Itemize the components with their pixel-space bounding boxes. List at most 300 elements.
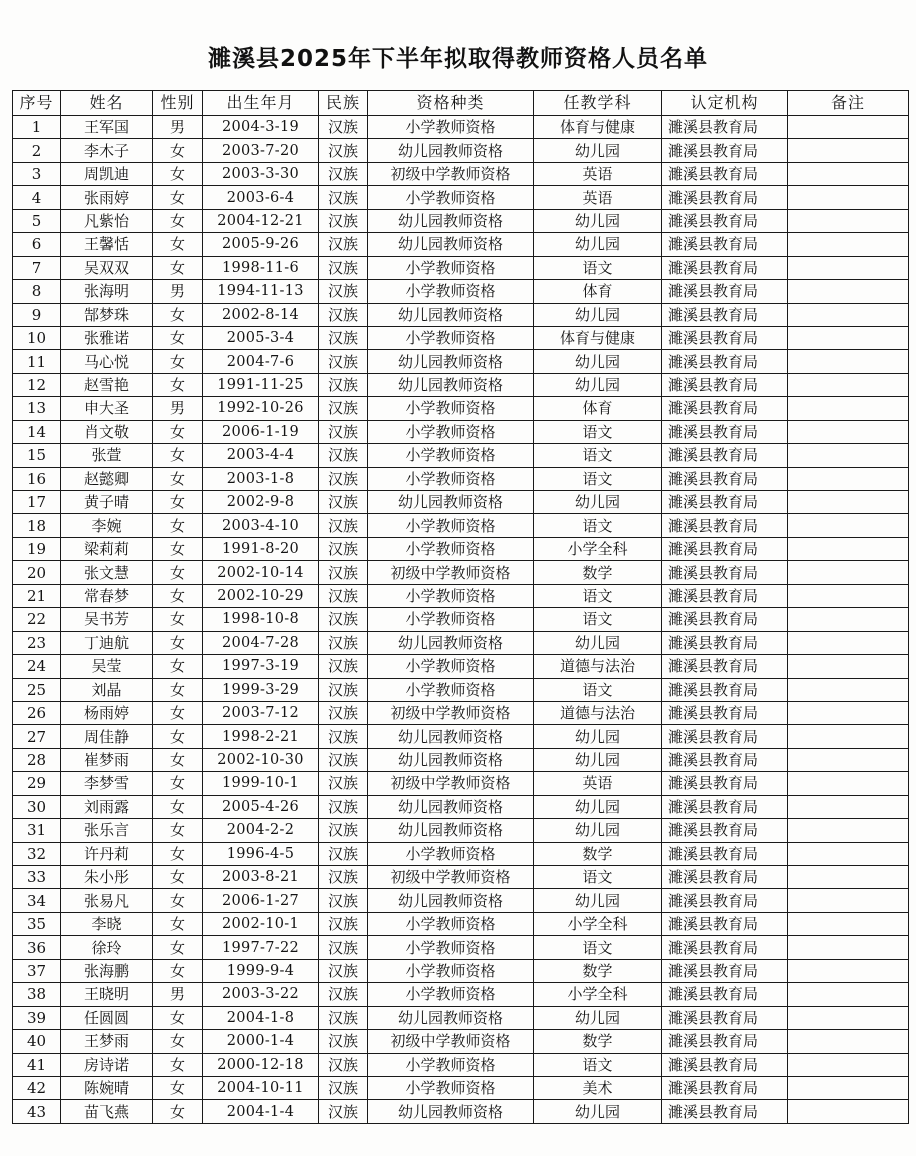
cell-gender: 女 bbox=[153, 162, 203, 185]
cell-gender: 女 bbox=[153, 912, 203, 935]
cell-gender: 女 bbox=[153, 936, 203, 959]
header-qualification-type: 资格种类 bbox=[368, 91, 534, 116]
cell-org: 濉溪县教育局 bbox=[662, 842, 788, 865]
cell-name: 吴双双 bbox=[61, 256, 153, 279]
cell-subject: 幼儿园 bbox=[534, 631, 662, 654]
cell-subject: 数学 bbox=[534, 1030, 662, 1053]
cell-name: 凡紫怡 bbox=[61, 209, 153, 232]
cell-remarks bbox=[788, 608, 909, 631]
table-row bbox=[13, 912, 909, 935]
cell-subject: 幼儿园 bbox=[534, 889, 662, 912]
cell-gender: 女 bbox=[153, 444, 203, 467]
cell-index: 6 bbox=[13, 233, 61, 256]
cell-remarks bbox=[788, 209, 909, 232]
cell-date: 2004-1-4 bbox=[203, 1100, 319, 1123]
cell-index: 7 bbox=[13, 256, 61, 279]
cell-ethnicity: 汉族 bbox=[319, 1006, 368, 1029]
cell-index: 5 bbox=[13, 209, 61, 232]
cell-gender: 女 bbox=[153, 1030, 203, 1053]
cell-date: 2004-7-6 bbox=[203, 350, 319, 373]
cell-index: 35 bbox=[13, 912, 61, 935]
cell-subject: 英语 bbox=[534, 186, 662, 209]
header-gender: 性别 bbox=[153, 91, 203, 116]
cell-ethnicity: 汉族 bbox=[319, 256, 368, 279]
table-header-row bbox=[13, 91, 909, 116]
cell-name: 徐玲 bbox=[61, 936, 153, 959]
cell-org: 濉溪县教育局 bbox=[662, 608, 788, 631]
cell-gender: 女 bbox=[153, 467, 203, 490]
cell-date: 2003-6-4 bbox=[203, 186, 319, 209]
cell-org: 濉溪县教育局 bbox=[662, 866, 788, 889]
cell-org: 濉溪县教育局 bbox=[662, 373, 788, 396]
cell-type: 小学教师资格 bbox=[368, 912, 534, 935]
cell-subject: 数学 bbox=[534, 842, 662, 865]
header-remarks: 备注 bbox=[788, 91, 909, 116]
cell-gender: 女 bbox=[153, 678, 203, 701]
cell-gender: 女 bbox=[153, 748, 203, 771]
cell-date: 1992-10-26 bbox=[203, 397, 319, 420]
cell-date: 2003-1-8 bbox=[203, 467, 319, 490]
roster-table bbox=[12, 90, 909, 1124]
cell-date: 2006-1-19 bbox=[203, 420, 319, 443]
cell-remarks bbox=[788, 1006, 909, 1029]
header-ethnicity: 民族 bbox=[319, 91, 368, 116]
table-row bbox=[13, 420, 909, 443]
cell-subject: 道德与法治 bbox=[534, 655, 662, 678]
cell-date: 2004-3-19 bbox=[203, 116, 319, 139]
cell-name: 张易凡 bbox=[61, 889, 153, 912]
cell-date: 1991-8-20 bbox=[203, 537, 319, 560]
cell-type: 幼儿园教师资格 bbox=[368, 491, 534, 514]
cell-org: 濉溪县教育局 bbox=[662, 467, 788, 490]
cell-org: 濉溪县教育局 bbox=[662, 584, 788, 607]
cell-name: 丁迪航 bbox=[61, 631, 153, 654]
cell-ethnicity: 汉族 bbox=[319, 303, 368, 326]
cell-name: 张萱 bbox=[61, 444, 153, 467]
cell-type: 初级中学教师资格 bbox=[368, 701, 534, 724]
cell-name: 申大圣 bbox=[61, 397, 153, 420]
cell-date: 2003-3-30 bbox=[203, 162, 319, 185]
cell-org: 濉溪县教育局 bbox=[662, 795, 788, 818]
cell-subject: 幼儿园 bbox=[534, 1100, 662, 1123]
cell-name: 崔梦雨 bbox=[61, 748, 153, 771]
cell-ethnicity: 汉族 bbox=[319, 1100, 368, 1123]
cell-name: 赵雪艳 bbox=[61, 373, 153, 396]
cell-subject: 小学全科 bbox=[534, 912, 662, 935]
cell-name: 张海明 bbox=[61, 280, 153, 303]
cell-gender: 女 bbox=[153, 701, 203, 724]
table-row bbox=[13, 1053, 909, 1076]
cell-date: 1994-11-13 bbox=[203, 280, 319, 303]
table-row bbox=[13, 795, 909, 818]
cell-date: 2004-10-11 bbox=[203, 1076, 319, 1099]
table-row bbox=[13, 209, 909, 232]
cell-subject: 道德与法治 bbox=[534, 701, 662, 724]
cell-remarks bbox=[788, 397, 909, 420]
cell-org: 濉溪县教育局 bbox=[662, 209, 788, 232]
cell-ethnicity: 汉族 bbox=[319, 1030, 368, 1053]
cell-index: 17 bbox=[13, 491, 61, 514]
table-row bbox=[13, 1006, 909, 1029]
cell-name: 张文慧 bbox=[61, 561, 153, 584]
cell-index: 11 bbox=[13, 350, 61, 373]
cell-date: 1998-2-21 bbox=[203, 725, 319, 748]
cell-name: 陈婉晴 bbox=[61, 1076, 153, 1099]
cell-remarks bbox=[788, 420, 909, 443]
cell-index: 26 bbox=[13, 701, 61, 724]
cell-date: 2004-2-2 bbox=[203, 819, 319, 842]
cell-index: 8 bbox=[13, 280, 61, 303]
cell-type: 初级中学教师资格 bbox=[368, 561, 534, 584]
table-row bbox=[13, 631, 909, 654]
cell-name: 李木子 bbox=[61, 139, 153, 162]
cell-gender: 男 bbox=[153, 397, 203, 420]
table-row bbox=[13, 514, 909, 537]
cell-index: 42 bbox=[13, 1076, 61, 1099]
cell-index: 16 bbox=[13, 467, 61, 490]
cell-date: 2005-3-4 bbox=[203, 326, 319, 349]
cell-remarks bbox=[788, 631, 909, 654]
cell-remarks bbox=[788, 491, 909, 514]
cell-org: 濉溪县教育局 bbox=[662, 983, 788, 1006]
cell-remarks bbox=[788, 233, 909, 256]
cell-gender: 女 bbox=[153, 584, 203, 607]
table-row bbox=[13, 772, 909, 795]
cell-subject: 体育与健康 bbox=[534, 326, 662, 349]
cell-date: 2002-10-1 bbox=[203, 912, 319, 935]
cell-subject: 语文 bbox=[534, 420, 662, 443]
cell-date: 1998-11-6 bbox=[203, 256, 319, 279]
cell-ethnicity: 汉族 bbox=[319, 233, 368, 256]
cell-name: 许丹莉 bbox=[61, 842, 153, 865]
cell-type: 小学教师资格 bbox=[368, 514, 534, 537]
cell-org: 濉溪县教育局 bbox=[662, 1076, 788, 1099]
table-row bbox=[13, 819, 909, 842]
cell-org: 濉溪县教育局 bbox=[662, 444, 788, 467]
cell-index: 40 bbox=[13, 1030, 61, 1053]
cell-type: 幼儿园教师资格 bbox=[368, 373, 534, 396]
cell-remarks bbox=[788, 701, 909, 724]
cell-ethnicity: 汉族 bbox=[319, 959, 368, 982]
cell-index: 4 bbox=[13, 186, 61, 209]
cell-type: 幼儿园教师资格 bbox=[368, 209, 534, 232]
header-certifying-agency: 认定机构 bbox=[662, 91, 788, 116]
cell-remarks bbox=[788, 1053, 909, 1076]
header-birthdate: 出生年月 bbox=[203, 91, 319, 116]
cell-gender: 女 bbox=[153, 795, 203, 818]
cell-gender: 男 bbox=[153, 280, 203, 303]
cell-type: 小学教师资格 bbox=[368, 444, 534, 467]
cell-type: 小学教师资格 bbox=[368, 1076, 534, 1099]
cell-type: 幼儿园教师资格 bbox=[368, 350, 534, 373]
cell-type: 幼儿园教师资格 bbox=[368, 725, 534, 748]
cell-name: 张雨婷 bbox=[61, 186, 153, 209]
cell-gender: 女 bbox=[153, 350, 203, 373]
cell-ethnicity: 汉族 bbox=[319, 420, 368, 443]
cell-type: 小学教师资格 bbox=[368, 467, 534, 490]
cell-subject: 语文 bbox=[534, 678, 662, 701]
cell-index: 37 bbox=[13, 959, 61, 982]
cell-subject: 美术 bbox=[534, 1076, 662, 1099]
cell-subject: 语文 bbox=[534, 444, 662, 467]
cell-remarks bbox=[788, 772, 909, 795]
cell-subject: 小学全科 bbox=[534, 537, 662, 560]
cell-date: 2003-4-10 bbox=[203, 514, 319, 537]
cell-name: 任圆圆 bbox=[61, 1006, 153, 1029]
cell-ethnicity: 汉族 bbox=[319, 326, 368, 349]
header-index: 序号 bbox=[13, 91, 61, 116]
cell-type: 小学教师资格 bbox=[368, 537, 534, 560]
cell-name: 王梦雨 bbox=[61, 1030, 153, 1053]
cell-subject: 幼儿园 bbox=[534, 303, 662, 326]
cell-gender: 女 bbox=[153, 1100, 203, 1123]
cell-subject: 语文 bbox=[534, 256, 662, 279]
cell-index: 3 bbox=[13, 162, 61, 185]
cell-remarks bbox=[788, 1030, 909, 1053]
cell-org: 濉溪县教育局 bbox=[662, 233, 788, 256]
cell-date: 2002-10-30 bbox=[203, 748, 319, 771]
table-row bbox=[13, 725, 909, 748]
cell-org: 濉溪县教育局 bbox=[662, 303, 788, 326]
cell-org: 濉溪县教育局 bbox=[662, 1100, 788, 1123]
cell-type: 小学教师资格 bbox=[368, 1053, 534, 1076]
cell-index: 39 bbox=[13, 1006, 61, 1029]
cell-index: 13 bbox=[13, 397, 61, 420]
cell-ethnicity: 汉族 bbox=[319, 748, 368, 771]
cell-index: 30 bbox=[13, 795, 61, 818]
cell-gender: 女 bbox=[153, 233, 203, 256]
cell-gender: 女 bbox=[153, 655, 203, 678]
cell-date: 2004-7-28 bbox=[203, 631, 319, 654]
table-row bbox=[13, 162, 909, 185]
cell-date: 2000-1-4 bbox=[203, 1030, 319, 1053]
cell-org: 濉溪县教育局 bbox=[662, 186, 788, 209]
cell-gender: 男 bbox=[153, 983, 203, 1006]
cell-ethnicity: 汉族 bbox=[319, 678, 368, 701]
cell-remarks bbox=[788, 866, 909, 889]
cell-ethnicity: 汉族 bbox=[319, 514, 368, 537]
cell-org: 濉溪县教育局 bbox=[662, 561, 788, 584]
cell-remarks bbox=[788, 561, 909, 584]
table-row bbox=[13, 303, 909, 326]
cell-gender: 女 bbox=[153, 186, 203, 209]
cell-index: 14 bbox=[13, 420, 61, 443]
cell-index: 23 bbox=[13, 631, 61, 654]
table-row bbox=[13, 350, 909, 373]
cell-ethnicity: 汉族 bbox=[319, 701, 368, 724]
cell-name: 王军国 bbox=[61, 116, 153, 139]
table-row bbox=[13, 748, 909, 771]
cell-type: 小学教师资格 bbox=[368, 936, 534, 959]
cell-remarks bbox=[788, 1100, 909, 1123]
cell-name: 杨雨婷 bbox=[61, 701, 153, 724]
cell-gender: 女 bbox=[153, 631, 203, 654]
cell-subject: 幼儿园 bbox=[534, 795, 662, 818]
cell-gender: 女 bbox=[153, 209, 203, 232]
cell-ethnicity: 汉族 bbox=[319, 186, 368, 209]
cell-name: 吴书芳 bbox=[61, 608, 153, 631]
cell-index: 18 bbox=[13, 514, 61, 537]
cell-date: 2003-7-20 bbox=[203, 139, 319, 162]
cell-subject: 体育 bbox=[534, 280, 662, 303]
cell-remarks bbox=[788, 912, 909, 935]
cell-ethnicity: 汉族 bbox=[319, 631, 368, 654]
cell-ethnicity: 汉族 bbox=[319, 162, 368, 185]
cell-date: 2000-12-18 bbox=[203, 1053, 319, 1076]
cell-remarks bbox=[788, 350, 909, 373]
cell-date: 2004-1-8 bbox=[203, 1006, 319, 1029]
cell-subject: 幼儿园 bbox=[534, 491, 662, 514]
cell-index: 25 bbox=[13, 678, 61, 701]
cell-subject: 幼儿园 bbox=[534, 725, 662, 748]
cell-org: 濉溪县教育局 bbox=[662, 936, 788, 959]
cell-ethnicity: 汉族 bbox=[319, 1076, 368, 1099]
cell-ethnicity: 汉族 bbox=[319, 584, 368, 607]
cell-index: 36 bbox=[13, 936, 61, 959]
cell-type: 幼儿园教师资格 bbox=[368, 889, 534, 912]
cell-type: 小学教师资格 bbox=[368, 326, 534, 349]
cell-name: 周佳静 bbox=[61, 725, 153, 748]
cell-gender: 女 bbox=[153, 1053, 203, 1076]
cell-name: 王晓明 bbox=[61, 983, 153, 1006]
cell-date: 2002-9-8 bbox=[203, 491, 319, 514]
cell-subject: 幼儿园 bbox=[534, 373, 662, 396]
cell-remarks bbox=[788, 1076, 909, 1099]
cell-date: 1997-3-19 bbox=[203, 655, 319, 678]
cell-index: 32 bbox=[13, 842, 61, 865]
cell-org: 濉溪县教育局 bbox=[662, 1006, 788, 1029]
cell-type: 初级中学教师资格 bbox=[368, 772, 534, 795]
table-row bbox=[13, 842, 909, 865]
cell-org: 濉溪县教育局 bbox=[662, 819, 788, 842]
cell-type: 初级中学教师资格 bbox=[368, 162, 534, 185]
cell-name: 李晓 bbox=[61, 912, 153, 935]
cell-ethnicity: 汉族 bbox=[319, 795, 368, 818]
cell-remarks bbox=[788, 116, 909, 139]
cell-subject: 语文 bbox=[534, 866, 662, 889]
table-row bbox=[13, 561, 909, 584]
cell-remarks bbox=[788, 889, 909, 912]
cell-subject: 数学 bbox=[534, 959, 662, 982]
cell-index: 19 bbox=[13, 537, 61, 560]
cell-remarks bbox=[788, 280, 909, 303]
cell-org: 濉溪县教育局 bbox=[662, 491, 788, 514]
cell-org: 濉溪县教育局 bbox=[662, 420, 788, 443]
cell-ethnicity: 汉族 bbox=[319, 537, 368, 560]
cell-date: 2003-7-12 bbox=[203, 701, 319, 724]
cell-type: 小学教师资格 bbox=[368, 397, 534, 420]
cell-index: 24 bbox=[13, 655, 61, 678]
cell-remarks bbox=[788, 584, 909, 607]
cell-type: 幼儿园教师资格 bbox=[368, 819, 534, 842]
cell-remarks bbox=[788, 514, 909, 537]
cell-ethnicity: 汉族 bbox=[319, 983, 368, 1006]
cell-remarks bbox=[788, 678, 909, 701]
cell-org: 濉溪县教育局 bbox=[662, 326, 788, 349]
cell-name: 黄子晴 bbox=[61, 491, 153, 514]
table-row bbox=[13, 655, 909, 678]
table-row bbox=[13, 397, 909, 420]
cell-name: 张乐言 bbox=[61, 819, 153, 842]
cell-gender: 女 bbox=[153, 139, 203, 162]
cell-ethnicity: 汉族 bbox=[319, 561, 368, 584]
cell-subject: 幼儿园 bbox=[534, 1006, 662, 1029]
cell-org: 濉溪县教育局 bbox=[662, 959, 788, 982]
cell-org: 濉溪县教育局 bbox=[662, 162, 788, 185]
cell-index: 22 bbox=[13, 608, 61, 631]
cell-org: 濉溪县教育局 bbox=[662, 256, 788, 279]
cell-type: 小学教师资格 bbox=[368, 420, 534, 443]
table-row bbox=[13, 139, 909, 162]
cell-org: 濉溪县教育局 bbox=[662, 350, 788, 373]
cell-gender: 女 bbox=[153, 842, 203, 865]
cell-remarks bbox=[788, 326, 909, 349]
cell-type: 小学教师资格 bbox=[368, 678, 534, 701]
table-row bbox=[13, 537, 909, 560]
cell-remarks bbox=[788, 186, 909, 209]
cell-type: 幼儿园教师资格 bbox=[368, 631, 534, 654]
cell-name: 张雅诺 bbox=[61, 326, 153, 349]
table-row bbox=[13, 866, 909, 889]
cell-ethnicity: 汉族 bbox=[319, 444, 368, 467]
table-row bbox=[13, 116, 909, 139]
cell-remarks bbox=[788, 303, 909, 326]
cell-name: 李梦雪 bbox=[61, 772, 153, 795]
cell-remarks bbox=[788, 256, 909, 279]
cell-org: 濉溪县教育局 bbox=[662, 1030, 788, 1053]
cell-index: 12 bbox=[13, 373, 61, 396]
table-row bbox=[13, 233, 909, 256]
cell-name: 梁莉莉 bbox=[61, 537, 153, 560]
cell-ethnicity: 汉族 bbox=[319, 1053, 368, 1076]
cell-ethnicity: 汉族 bbox=[319, 139, 368, 162]
cell-type: 幼儿园教师资格 bbox=[368, 303, 534, 326]
cell-remarks bbox=[788, 537, 909, 560]
cell-date: 2003-4-4 bbox=[203, 444, 319, 467]
cell-index: 38 bbox=[13, 983, 61, 1006]
cell-remarks bbox=[788, 936, 909, 959]
cell-org: 濉溪县教育局 bbox=[662, 725, 788, 748]
cell-type: 小学教师资格 bbox=[368, 584, 534, 607]
cell-type: 幼儿园教师资格 bbox=[368, 748, 534, 771]
cell-subject: 语文 bbox=[534, 584, 662, 607]
cell-remarks bbox=[788, 819, 909, 842]
cell-ethnicity: 汉族 bbox=[319, 655, 368, 678]
cell-date: 2003-8-21 bbox=[203, 866, 319, 889]
cell-name: 张海鹏 bbox=[61, 959, 153, 982]
cell-org: 濉溪县教育局 bbox=[662, 280, 788, 303]
cell-org: 濉溪县教育局 bbox=[662, 631, 788, 654]
cell-remarks bbox=[788, 373, 909, 396]
cell-subject: 幼儿园 bbox=[534, 139, 662, 162]
cell-gender: 女 bbox=[153, 866, 203, 889]
table-row bbox=[13, 959, 909, 982]
cell-org: 濉溪县教育局 bbox=[662, 655, 788, 678]
cell-remarks bbox=[788, 725, 909, 748]
cell-type: 小学教师资格 bbox=[368, 116, 534, 139]
table-row bbox=[13, 256, 909, 279]
cell-date: 2006-1-27 bbox=[203, 889, 319, 912]
cell-ethnicity: 汉族 bbox=[319, 467, 368, 490]
cell-gender: 女 bbox=[153, 1006, 203, 1029]
cell-gender: 女 bbox=[153, 373, 203, 396]
table-row bbox=[13, 584, 909, 607]
cell-index: 2 bbox=[13, 139, 61, 162]
cell-remarks bbox=[788, 162, 909, 185]
cell-subject: 幼儿园 bbox=[534, 233, 662, 256]
cell-gender: 女 bbox=[153, 608, 203, 631]
cell-gender: 女 bbox=[153, 889, 203, 912]
